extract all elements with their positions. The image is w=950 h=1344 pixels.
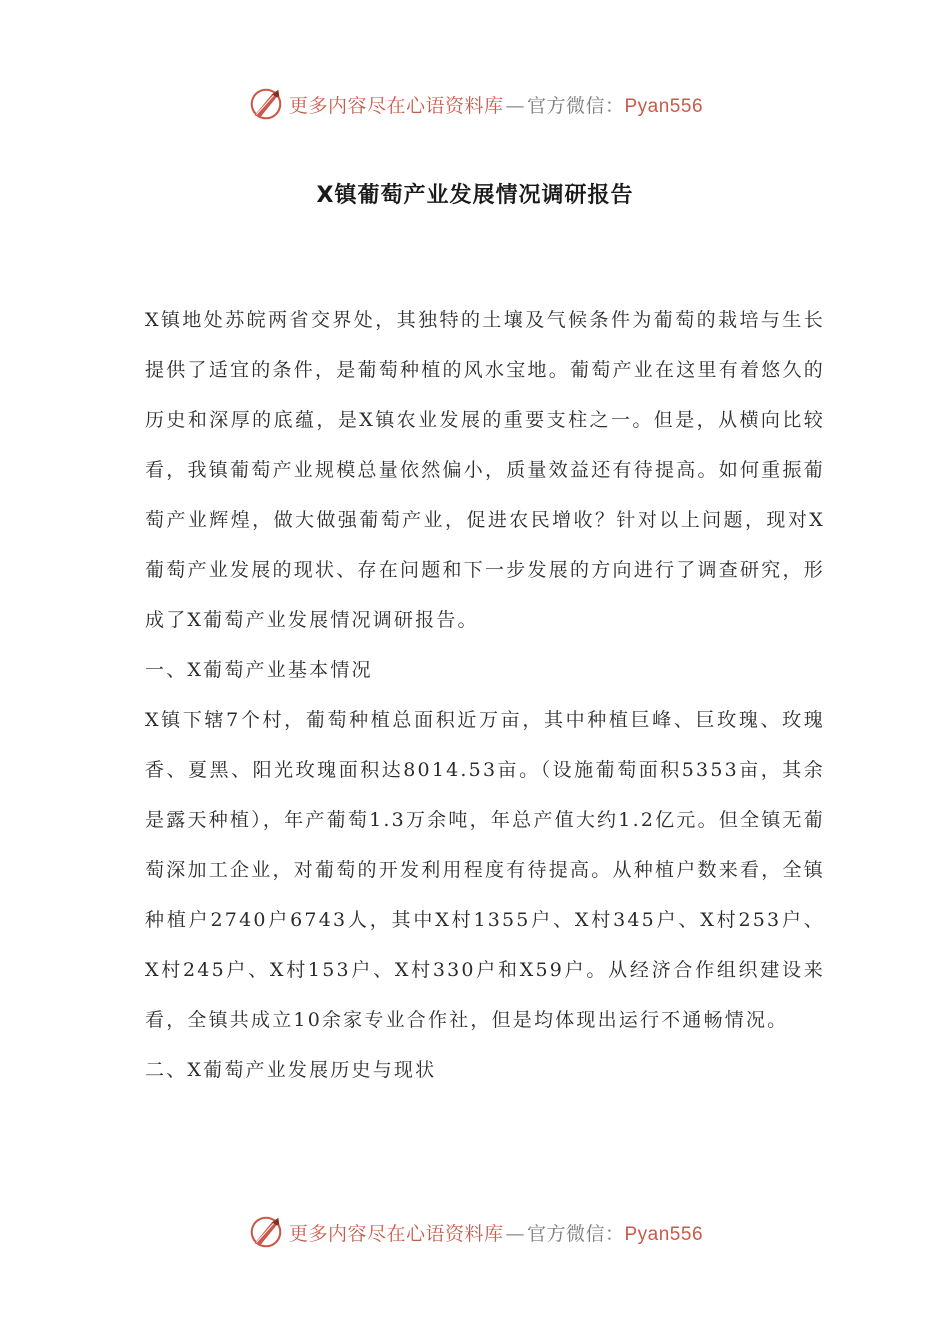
- paragraph-basic-info: X镇下辖7个村，葡萄种植总面积近万亩，其中种植巨峰、巨玫瑰、玫瑰香、夏黑、阳光玫瑰面积达8014.53亩。（设施葡萄面积5353亩，其余是露天种植），年产葡萄1.3万余吨，年总产值大约1.2亿元。但全镇无葡萄深加工企业，对葡萄的开发利用程度有待提高。从种植户数来看，全镇种植户2740户6743人，其中X村1355户、X村345户、X村253户、X村245户、X村153户、X村330户和X59户。从经济合作组织建设来看，全镇共成立10余家专业合作社，但是均体现出运行不通畅情况。: [145, 709, 825, 1031]
- section-heading-2: 二、X葡萄产业发展历史与现状: [145, 1059, 437, 1081]
- watermark-main: 更多内容尽在心语资料库: [288, 94, 504, 117]
- watermark-id: Pyan556: [624, 1223, 704, 1245]
- watermark-id: Pyan556: [624, 95, 704, 117]
- watermark-official: 官方微信：: [526, 94, 625, 117]
- watermark-header: [0, 80, 950, 128]
- pen-nib-circle-icon: [247, 85, 285, 123]
- document-body: [145, 295, 825, 1095]
- section-heading-1: 一、X葡萄产业基本情况: [145, 659, 373, 681]
- watermark-main: 更多内容尽在心语资料库: [288, 1222, 504, 1245]
- document-title: X镇葡萄产业发展情况调研报告: [316, 183, 634, 208]
- watermark-text: [289, 91, 703, 118]
- pen-nib-circle-icon: [247, 1213, 285, 1251]
- watermark-separator: —: [505, 94, 525, 117]
- watermark-footer: [0, 1208, 950, 1256]
- watermark-text: [289, 1219, 703, 1246]
- paragraph-intro: X镇地处苏皖两省交界处，其独特的土壤及气候条件为葡萄的栽培与生长提供了适宜的条件，是葡萄种植的风水宝地。葡萄产业在这里有着悠久的历史和深厚的底蕴，是X镇农业发展的重要支柱之一。但是，从横向比较看，我镇葡萄产业规模总量依然偏小，质量效益还有待提高。如何重振葡萄产业辉煌，做大做强葡萄产业，促进农民增收？针对以上问题，现对X葡萄产业发展的现状、存在问题和下一步发展的方向进行了调查研究，形成了X葡萄产业发展情况调研报告。: [145, 309, 825, 631]
- watermark-official: 官方微信：: [526, 1222, 625, 1245]
- watermark-separator: —: [505, 1222, 525, 1245]
